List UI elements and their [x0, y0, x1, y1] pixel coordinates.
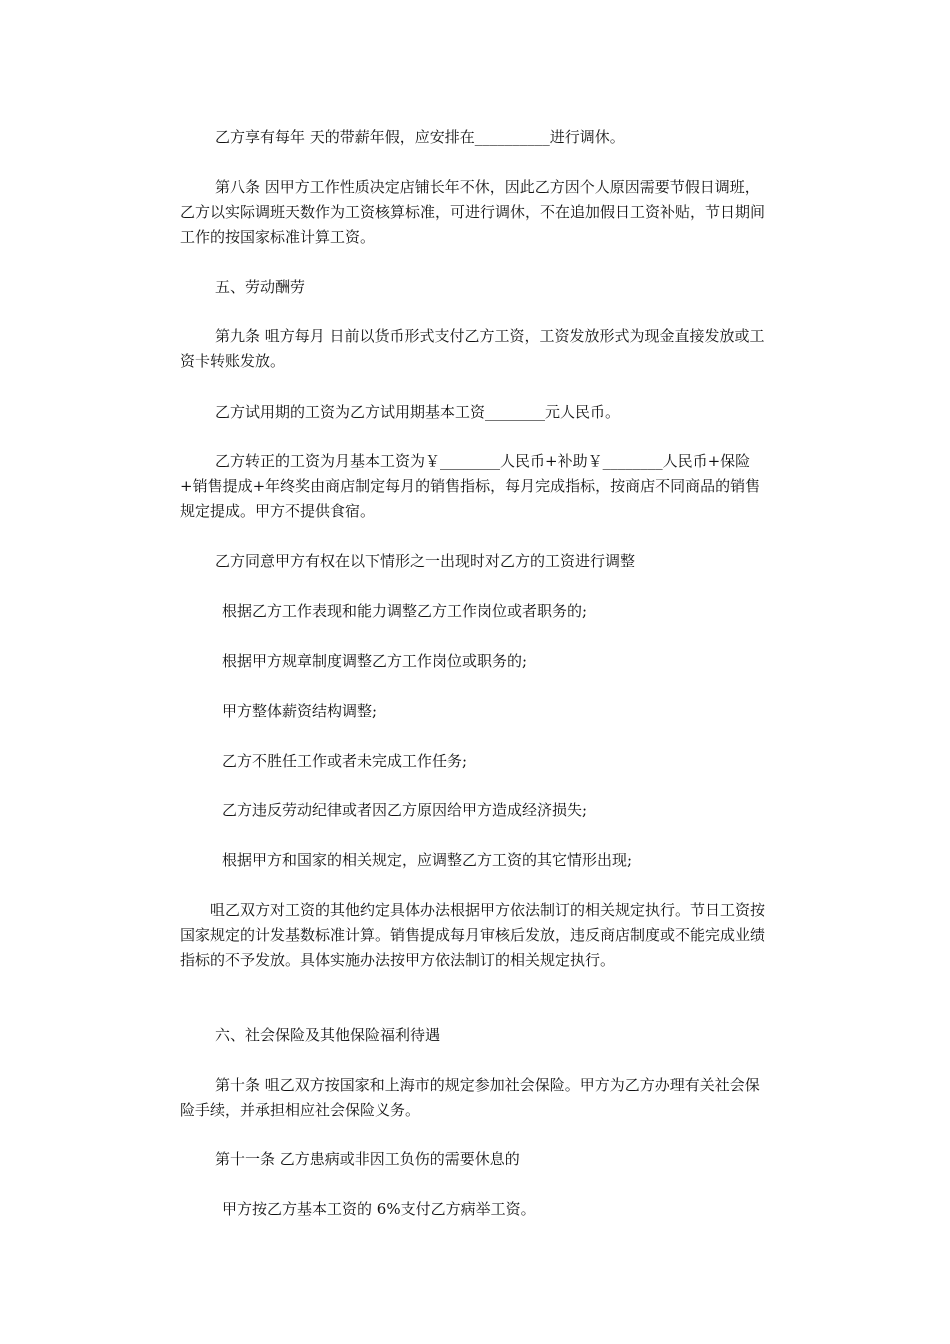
paragraph-sick-pay: 甲方按乙方基本工资的 6%支付乙方病举工资。	[222, 1200, 536, 1218]
list-item-other-circumstances: 根据甲方和国家的相关规定，应调整乙方工资的其它情形出现;	[222, 851, 633, 869]
list-item-adjust-rules: 根据甲方规章制度调整乙方工作岗位或职务的;	[222, 652, 528, 670]
list-item-incompetence: 乙方不胜任工作或者未完成工作任务;	[222, 752, 468, 770]
paragraph-other-salary-terms: 咀乙双方对工资的其他约定具体办法根据甲方依法制订的相关规定执行。节日工资按国家规定的计发基数标准计算。销售提成每月审核后发放，违反商店制度或不能完成业绩指标的不予发放。具体实施办法按甲方依法制订的相关规定执行。	[180, 901, 766, 969]
paragraph-annual-leave: 乙方享有每年 天的带薪年假，应安排在__________进行调休。	[215, 128, 625, 146]
paragraph-article-10: 第十条 咀乙双方按国家和上海市的规定参加社会保险。甲方为乙方办理有关社会保险手续，并承担相应社会保险义务。	[180, 1076, 760, 1119]
paragraph-regular-salary: 乙方转正的工资为月基本工资为￥________人民币+补助￥________人民币+保险+销售提成+年终奖由商店制定每月的销售指标，每月完成指标，按商店不同商品的销售规定提成。甲方不提供食宿。	[180, 452, 761, 520]
paragraph-article-9: 第九条 咀方每月 日前以货币形式支付乙方工资，工资发放形式为现金直接发放或工资卡转账发放。	[180, 327, 765, 370]
section-heading-social-insurance: 六、社会保险及其他保险福利待遇	[215, 1026, 441, 1044]
section-heading-remuneration: 五、劳动酬劳	[215, 278, 306, 296]
list-item-discipline: 乙方违反劳动纪律或者因乙方原因给甲方造成经济损失;	[222, 801, 588, 819]
paragraph-probation-salary: 乙方试用期的工资为乙方试用期基本工资________元人民币。	[215, 403, 621, 421]
paragraph-article-11: 第十一条 乙方患病或非因工负伤的需要休息的	[215, 1150, 520, 1168]
list-item-adjust-performance: 根据乙方工作表现和能力调整乙方工作岗位或者职务的;	[222, 602, 588, 620]
paragraph-article-8: 第八条 因甲方工作性质决定店铺长年不休，因此乙方因个人原因需要节假日调班，乙方以实际调班天数作为工资核算标准，可进行调休，不在追加假日工资补贴，节日期间工作的按国家标准计算工资。	[180, 178, 766, 246]
list-item-adjust-structure: 甲方整体薪资结构调整;	[222, 702, 378, 720]
paragraph-salary-adjustment: 乙方同意甲方有权在以下情形之一出现时对乙方的工资进行调整	[215, 552, 636, 570]
